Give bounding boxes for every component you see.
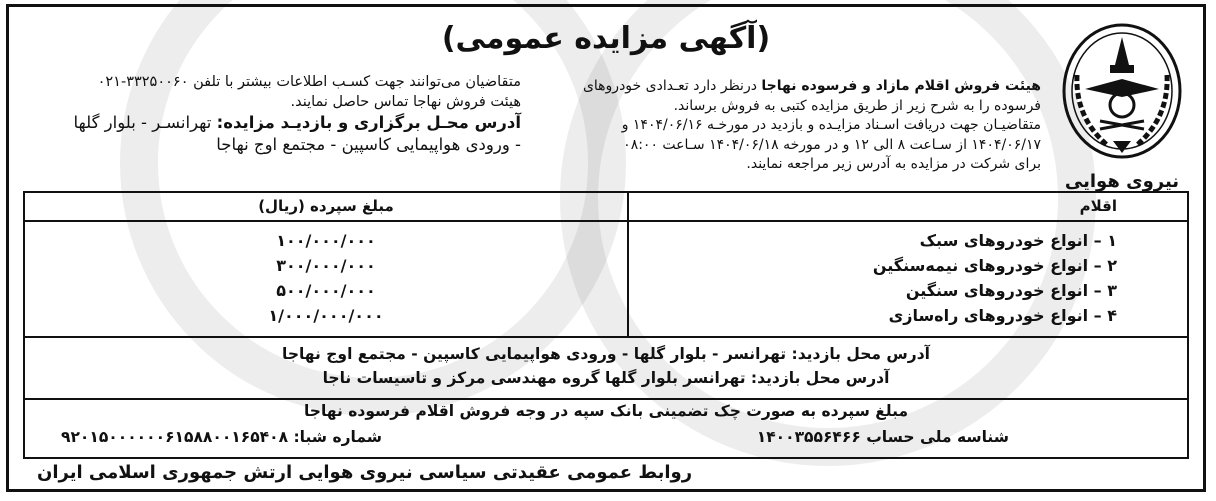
intro-paragraph	[525, 77, 1041, 175]
deposit-block	[25, 396, 1187, 457]
intro-line-2: فرسوده را به شرح زیر از طریق مزایده کتبی به فروش برساند.	[673, 97, 1041, 114]
intro-line-1: درنظر دارد تعـدادی خودروهای	[582, 78, 762, 94]
item-row: ۴ – انواع خودروهای راه‌سازی	[888, 306, 1117, 325]
amount-row: ۵۰۰/۰۰۰/۰۰۰	[276, 281, 376, 300]
footer-text: روابط عمومی عقیدتی سیاسی نیروی هوایی ارتش جمهوری اسلامی ایران	[37, 462, 693, 483]
page-title: (آگهی مزایده عمومی)	[441, 21, 771, 56]
item-row: ۲ – انواع خودروهای نیمه‌سنگین	[872, 256, 1117, 275]
header-items: اقلام	[627, 193, 1187, 220]
items-column	[627, 222, 1187, 336]
intro-line-5: برای شرکت در مزایده به آدرس زیر مراجعه نمایند.	[746, 156, 1041, 172]
org-label: نیروی هوایی	[1064, 171, 1180, 192]
contact-line-1: متقاضیان می‌توانند جهت کسـب اطلاعات بیشتر با تلفن ۳۳۲۵۰۰۶۰-۰۲۱	[97, 74, 521, 90]
contact-line-2: هیئت فروش نهاجا تماس حاصل نمایند.	[290, 93, 521, 110]
amount-row: ۳۰۰/۰۰۰/۰۰۰	[276, 256, 376, 275]
amount-row: ۱/۰۰۰/۰۰۰/۰۰۰	[268, 306, 384, 325]
intro-line-4: ۱۴۰۴/۰۶/۱۷ از سـاعت ۸ الی ۱۲ و در مورخه ۱۴۰۴/۰۶/۱۸ سـاعت ۰۸:۰۰	[623, 136, 1041, 153]
deposit-note: مبلغ سپرده به صورت چک تضمینی بانک سپه در وجه فروش اقلام فرسوده نهاجا	[303, 402, 909, 420]
visit-address-2: آدرس محل بازدید: تهرانسر بلوار گلها گروه مهندسی مرکز و تاسیسات ناجا	[322, 369, 890, 387]
item-row: ۳ – انواع خودروهای سنگین	[905, 281, 1117, 300]
visit-address-1: آدرس محل بازدید: تهرانسر - بلوار گلها - ورودی هواپیمایی کاسپین - مجتمع اوج نهاجا	[282, 345, 930, 363]
visit-address-block	[25, 338, 1187, 400]
notice-frame	[6, 4, 1206, 492]
table-rows	[25, 222, 1187, 338]
header-deposit: مبلغ سپرده (ریال)	[258, 197, 394, 215]
address-heading: آدرس محـل برگزاری و بازدیـد مزایده:	[216, 113, 521, 132]
table-header	[25, 193, 1187, 222]
intro-line-3: متقاضیـان جهت دریافت اسـناد مزایـده و بازدید در مورخـه ۱۴۰۴/۰۶/۱۶ و	[621, 117, 1041, 133]
emblem-icon	[1055, 17, 1189, 167]
address-line-2: - ورودی هواپیمایی کاسپین - مجتمع اوج نهاجا	[216, 135, 521, 154]
sheba-number: شماره شبا: ۹۲۰۱۵۰۰۰۰۰۰۶۱۵۸۸۰۰۱۶۵۴۰۸	[61, 428, 382, 446]
contact-paragraph	[25, 73, 521, 156]
amounts-column	[25, 222, 627, 336]
item-row: ۱ – انواع خودروهای سبک	[919, 231, 1117, 250]
address-line-1: تهرانسـر - بلوار گلها	[73, 113, 217, 132]
auction-table	[23, 191, 1189, 459]
intro-org-name: هیئت فروش اقلام مازاد و فرسوده نهاجا	[761, 78, 1041, 94]
amount-row: ۱۰۰/۰۰۰/۰۰۰	[276, 231, 376, 250]
national-id: شناسه ملی حساب ۱۴۰۰۳۵۵۶۴۶۶	[756, 428, 1009, 446]
air-force-emblem	[1055, 17, 1189, 192]
